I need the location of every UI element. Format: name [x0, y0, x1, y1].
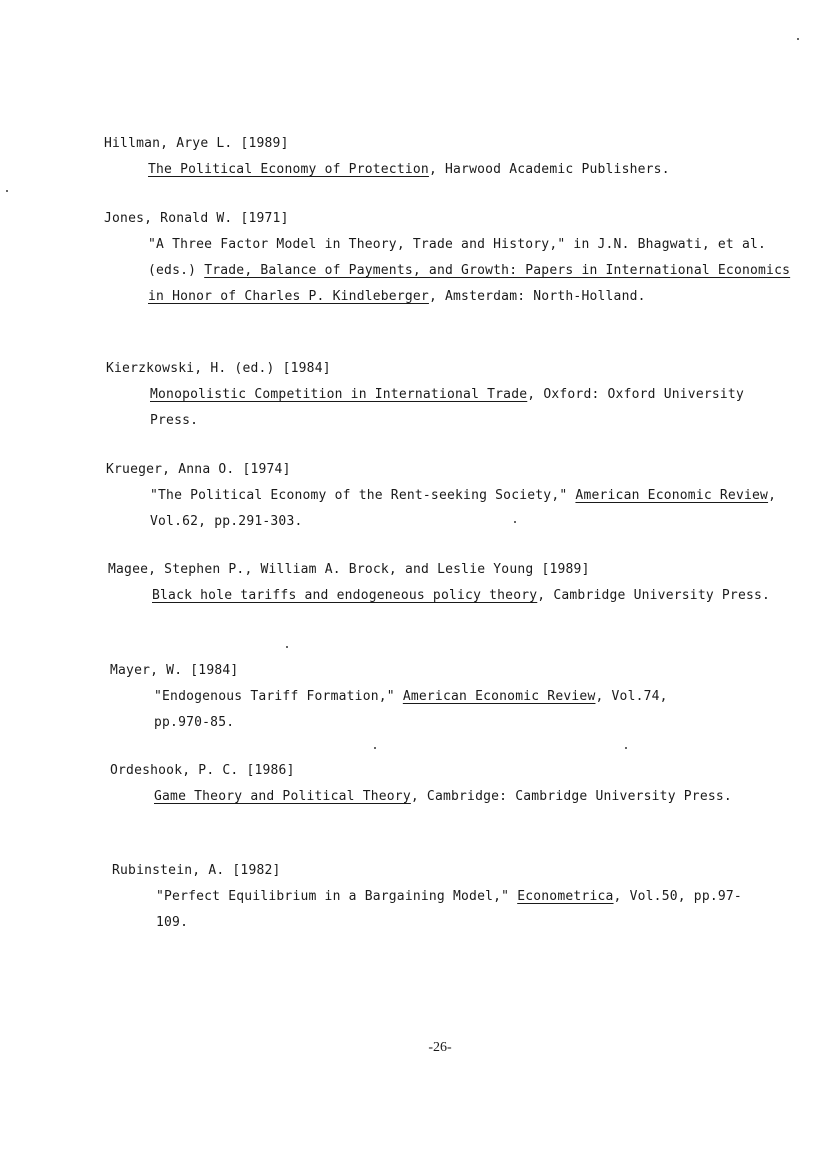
- reference-text: , Vol.50, pp.97-109.: [156, 889, 742, 930]
- reference-title: American Economic Review: [575, 488, 769, 503]
- reference-title: Black hole tariffs and endogeneous policy theory: [152, 588, 538, 603]
- scan-speck: [374, 747, 376, 749]
- reference-heading: Mayer, W. [1984]: [110, 663, 239, 678]
- reference-heading: Magee, Stephen P., William A. Brock, and Leslie Young [1989]: [108, 562, 590, 577]
- reference-heading: Ordeshook, P. C. [1986]: [110, 763, 295, 778]
- reference-body: [106, 382, 786, 434]
- reference-text: "Perfect Equilibrium in a Bargaining Model,": [156, 889, 518, 904]
- reference-title: Monopolistic Competition in International Trade: [150, 387, 528, 402]
- scan-speck: [625, 747, 627, 749]
- reference-body: [104, 157, 784, 183]
- reference-text: , Cambridge: Cambridge University Press.: [410, 789, 732, 804]
- reference-text: , Vol.62, pp.291-303.: [150, 488, 777, 529]
- reference-heading: Kierzkowski, H. (ed.) [1984]: [106, 361, 331, 376]
- reference-title: American Economic Review: [402, 689, 596, 704]
- reference-entry: [108, 557, 808, 609]
- reference-text: "Endogenous Tariff Formation,": [154, 689, 403, 704]
- reference-entry: [110, 658, 730, 736]
- reference-entry: [106, 457, 806, 535]
- reference-entry: [104, 131, 784, 183]
- reference-entry: [104, 206, 804, 310]
- reference-heading: Hillman, Arye L. [1989]: [104, 136, 289, 151]
- scan-speck: [286, 646, 288, 648]
- reference-entry: [110, 758, 790, 810]
- scan-speck: [797, 38, 799, 40]
- reference-title: Trade, Balance of Payments, and Growth: Papers in International Economics in Honor of Charles P. Kindleberger: [148, 263, 791, 304]
- reference-text: , Harwood Academic Publishers.: [428, 162, 670, 177]
- reference-body: [108, 583, 808, 609]
- reference-text: "A Three Factor Model in Theory, Trade and History," in J.N. Bhagwati, et al. (eds.): [148, 237, 767, 278]
- reference-body: [112, 884, 752, 936]
- reference-text: , Amsterdam: North-Holland.: [428, 289, 646, 304]
- reference-title: The Political Economy of Protection: [148, 162, 429, 177]
- reference-body: [104, 232, 804, 310]
- reference-heading: Jones, Ronald W. [1971]: [104, 211, 289, 226]
- reference-entry: [106, 356, 786, 434]
- reference-text: , Cambridge University Press.: [537, 588, 771, 603]
- reference-body: [110, 784, 790, 810]
- reference-body: [106, 483, 806, 535]
- reference-text: , Vol.74, pp.970-85.: [154, 689, 668, 730]
- reference-heading: Krueger, Anna O. [1974]: [106, 462, 291, 477]
- reference-entry: [112, 858, 752, 936]
- reference-text: , Oxford: Oxford University Press.: [150, 387, 744, 428]
- reference-title: Econometrica: [517, 889, 614, 904]
- reference-title: Game Theory and Political Theory: [154, 789, 411, 804]
- reference-body: [110, 684, 730, 736]
- reference-text: "The Political Economy of the Rent-seeking Society,": [150, 488, 576, 503]
- scan-speck: [6, 190, 8, 192]
- scan-speck: [514, 521, 516, 523]
- reference-heading: Rubinstein, A. [1982]: [112, 863, 281, 878]
- page-number: -26-: [428, 1040, 452, 1055]
